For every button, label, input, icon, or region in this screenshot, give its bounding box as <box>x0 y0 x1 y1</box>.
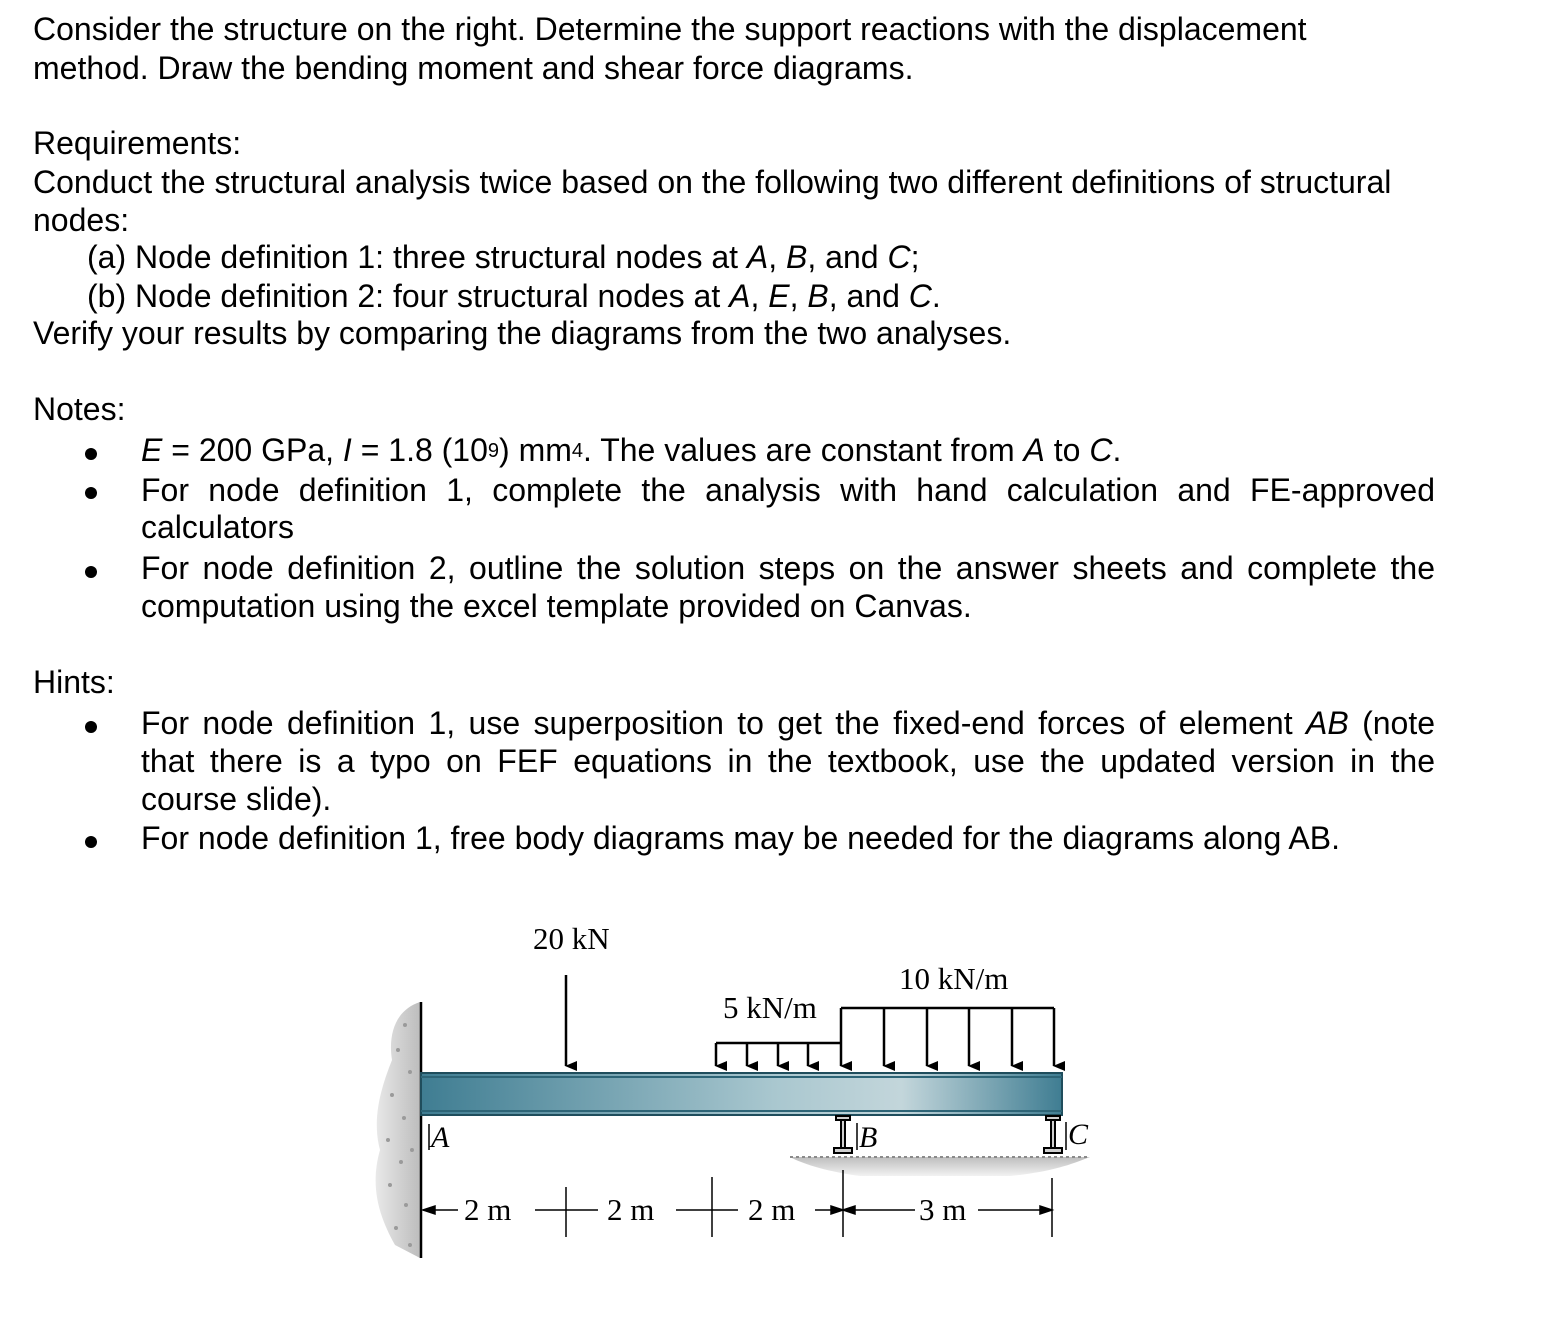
dist-load-1-arrows <box>716 1043 841 1066</box>
requirement-item-b: (b) Node definition 2: four structural nodes at A, E, B, and C. <box>87 278 941 314</box>
hint-1-line-1: For node definition 1, use superposition to get the fixed-end forces of element AB (note <box>141 705 1436 741</box>
dist-load-2-label: 10 kN/m <box>899 961 1009 996</box>
beam <box>421 1073 1062 1115</box>
requirements-line-1: Conduct the structural analysis twice based on the following two different definitions of structural <box>33 164 1392 200</box>
note-3-line-1: For node definition 2, outline the solution steps on the answer sheets and complete the <box>141 550 1435 586</box>
support-b <box>834 1116 852 1153</box>
dist-load-1-label: 5 kN/m <box>723 990 817 1025</box>
hint-1-line-3: course slide). <box>141 781 332 817</box>
label-a: A <box>431 1121 450 1154</box>
support-c <box>1044 1116 1062 1153</box>
intro-line-2: method. Draw the bending moment and shear force diagrams. <box>33 50 914 86</box>
notes-heading: Notes: <box>33 391 126 427</box>
note-3-line-2: computation using the excel template provided on Canvas. <box>141 588 972 624</box>
label-c: C <box>1068 1118 1089 1151</box>
note-1: E = 200 GPa, I = 1.8 $(10^9)$ $mm^4$. The values are constant from A to C. <box>141 432 1122 468</box>
dimension-1: 2 m <box>464 1192 512 1227</box>
dimension-2: 2 m <box>607 1192 655 1227</box>
point-load-label: 20 kN <box>533 921 610 956</box>
ground <box>790 1157 1090 1176</box>
intro-line-1: Consider the structure on the right. Determine the support reactions with the displacement <box>33 11 1307 47</box>
dimension-4: 3 m <box>919 1192 967 1227</box>
dimension-3: 2 m <box>748 1192 796 1227</box>
requirements-line-2: nodes: <box>33 202 130 238</box>
requirements-heading: Requirements: <box>33 125 242 161</box>
dist-load-2-arrows <box>841 1008 1054 1066</box>
note-2-line-2: calculators <box>141 509 294 545</box>
note-2-line-1: For node definition 1, complete the analysis with hand calculation and FE-approved <box>141 472 1435 508</box>
requirement-item-a: (a) Node definition 1: three structural nodes at A, B, and C; <box>87 239 920 275</box>
requirements-verify: Verify your results by comparing the diagrams from the two analyses. <box>33 315 1012 351</box>
label-b: B <box>859 1121 878 1154</box>
hints-heading: Hints: <box>33 664 115 700</box>
hint-2: For node definition 1, free body diagrams may be needed for the diagrams along AB. <box>141 820 1340 856</box>
fixed-wall-support <box>376 1002 420 1258</box>
hint-1-line-2: that there is a typo on FEF equations in the textbook, use the updated version in the <box>141 743 1435 779</box>
